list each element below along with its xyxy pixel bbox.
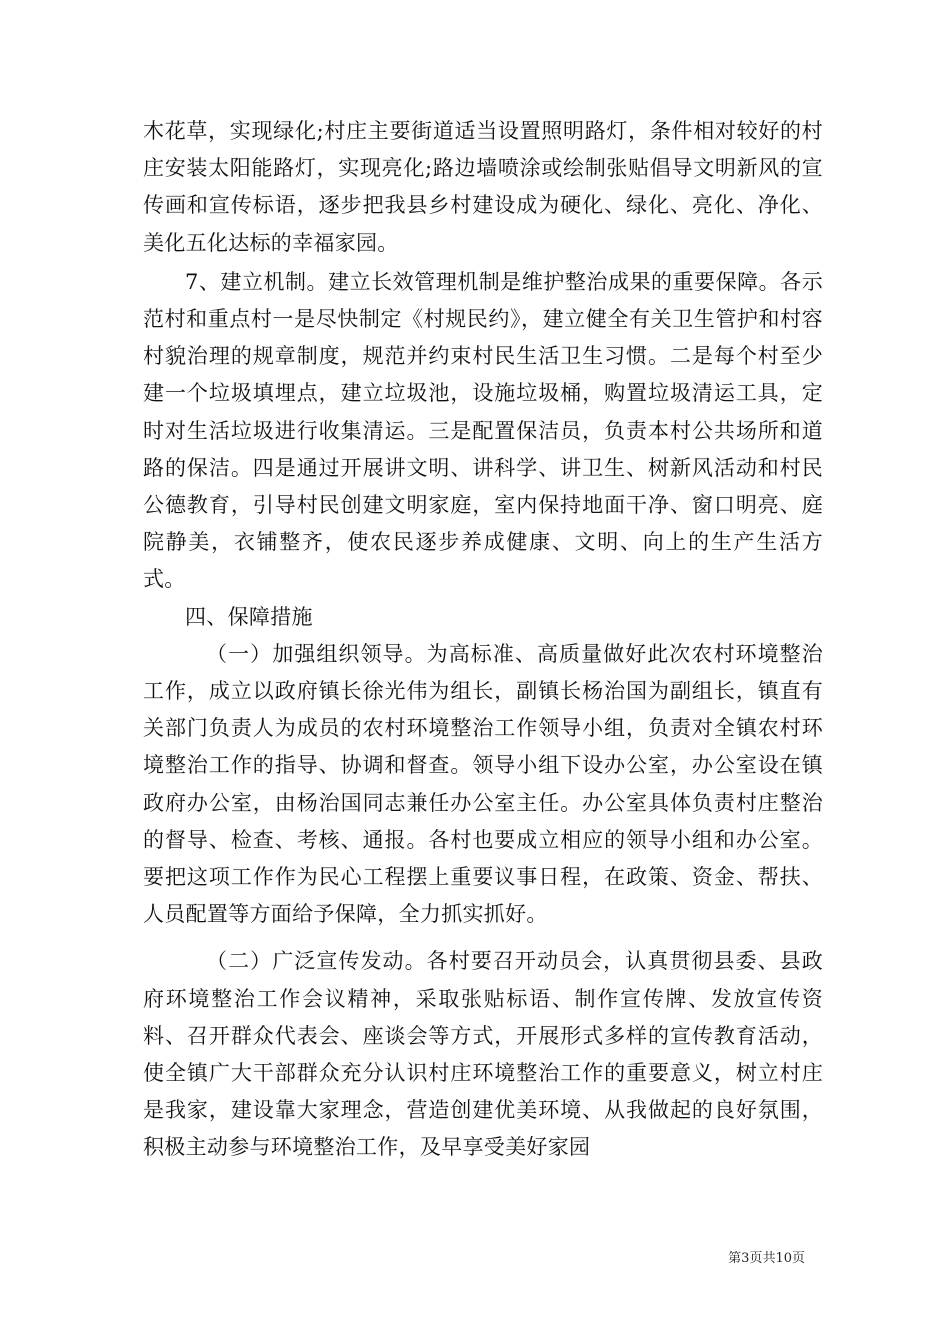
section-heading-safeguards: 四、保障措施	[185, 604, 313, 629]
paragraph-mechanism: 7、建立机制。建立长效管理机制是维护整治成果的重要保障。各示范村和重点村一是尽快制定《村规民约》，建立健全有关卫生管护和村容村貌治理的规章制度，规范并约束村民生活卫生习惯。二是每个村至少建一个垃圾填埋点，建立垃圾池，设施垃圾桶，购置垃圾清运工具，定时对生活垃圾进行收集清运。三是配置保洁员，负责本村公共场所和道路的保洁。四是通过开展讲文明、讲科学、讲卫生、树新风活动和村民公德教育，引导村民创建文明家庭，室内保持地面干净、窗口明亮、庭院静美，衣铺整齐，使农民逐步养成健康、文明、向上的生产生活方式。	[143, 269, 823, 592]
paragraph-greening-lighting: 木花草，实现绿化;村庄主要街道适当设置照明路灯，条件相对较好的村庄安装太阳能路灯，实现亮化;路边墙喷涂或绘制张贴倡导文明新风的宣传画和宣传标语，逐步把我县乡村建设成为硬化、绿化、亮化、净化、美化五化达标的幸福家园。	[143, 119, 823, 255]
paragraph-publicity-mobilization: （二）广泛宣传发动。各村要召开动员会，认真贯彻县委、县政府环境整治工作会议精神，采取张贴标语、制作宣传牌、发放宣传资料、召开群众代表会、座谈会等方式，开展形式多样的宣传教育活动，使全镇广大干部群众充分认识村庄环境整治工作的重要意义，树立村庄是我家，建设靠大家理念，营造创建优美环境、从我做起的良好氛围，积极主动参与环境整治工作，及早享受美好家园	[143, 949, 823, 1160]
page-number-footer: 第3页共10页	[728, 1251, 805, 1266]
paragraph-organization-leadership: （一）加强组织领导。为高标准、高质量做好此次农村环境整治工作，成立以政府镇长徐光伟为组长，副镇长杨治国为副组长，镇直有关部门负责人为成员的农村环境整治工作领导小组，负责对全镇农村环境整治工作的指导、协调和督查。领导小组下设办公室，办公室设在镇政府办公室，由杨治国同志兼任办公室主任。办公室具体负责村庄整治的督导、检查、考核、通报。各村也要成立相应的领导小组和办公室。要把这项工作作为民心工程摆上重要议事日程，在政策、资金、帮扶、人员配置等方面给予保障，全力抓实抓好。	[143, 641, 823, 927]
document-body	[143, 113, 823, 1167]
